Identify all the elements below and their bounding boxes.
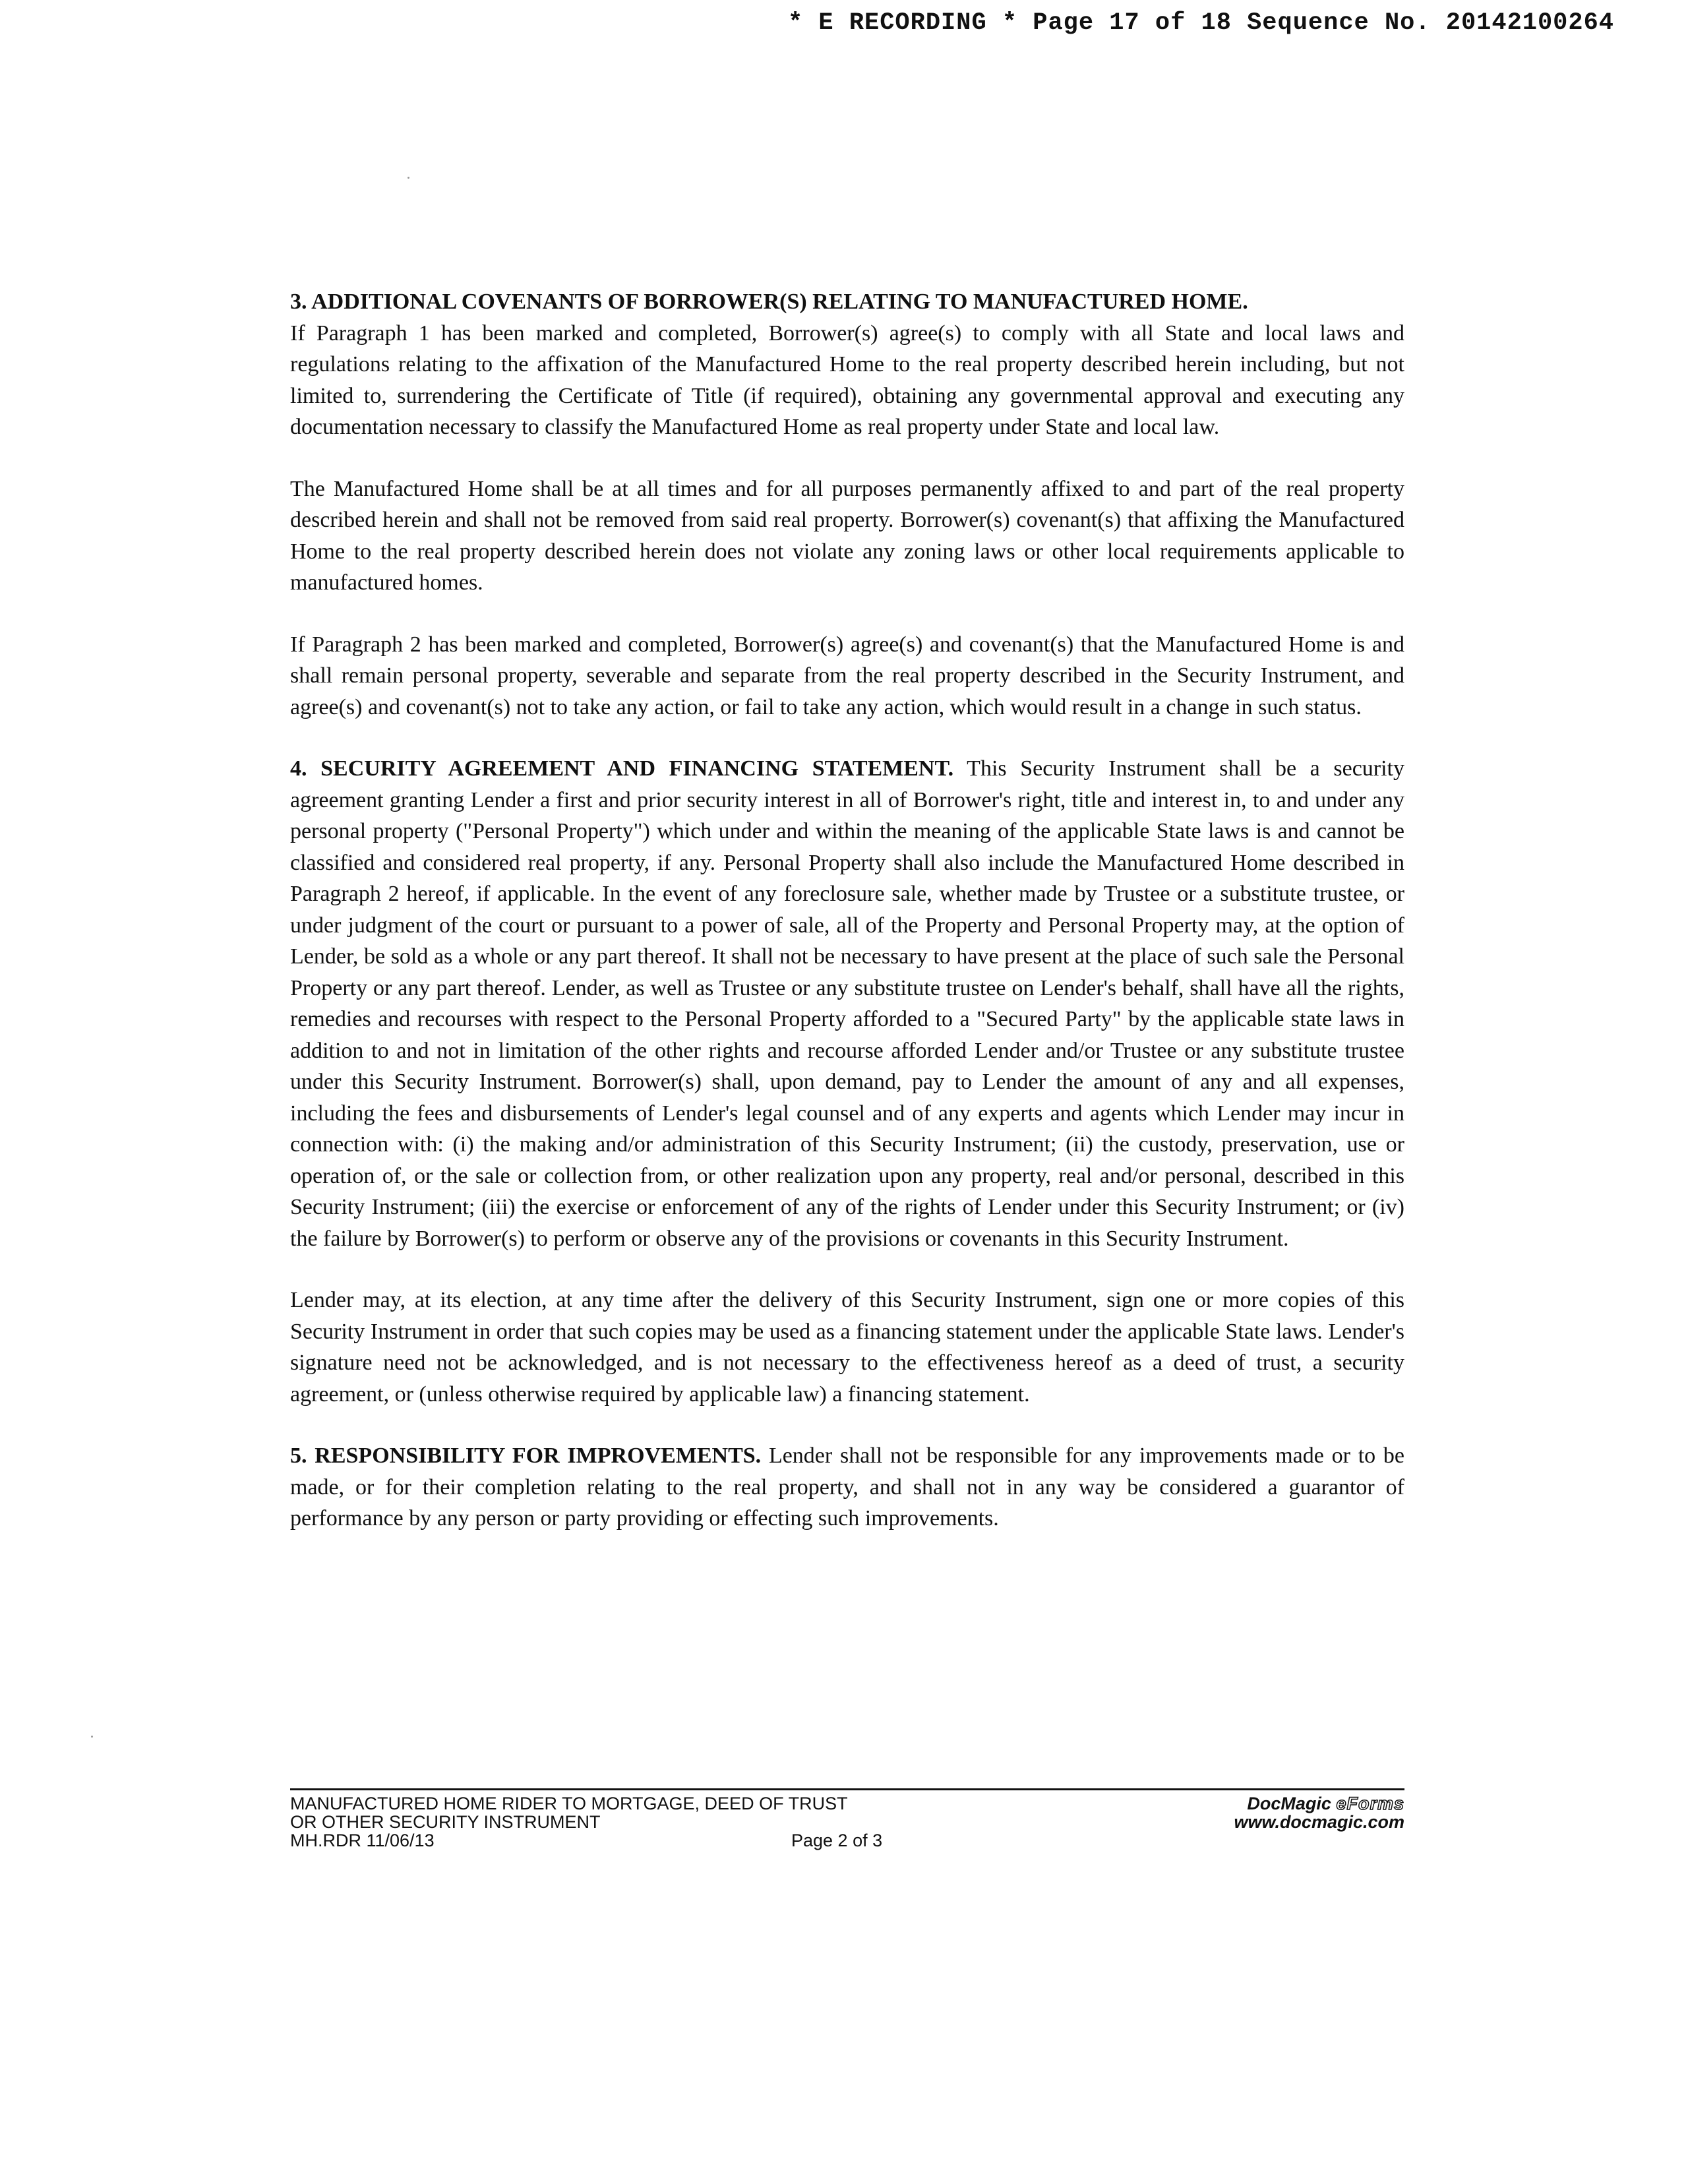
section-number: 3. — [290, 289, 307, 314]
page-number: Page 2 of 3 — [791, 1831, 883, 1850]
brand-logo — [1234, 1794, 1404, 1813]
paragraph: If Paragraph 1 has been marked and completed, Borrower(s) agree(s) to comply with all State and local laws and regulations relating to the affixation of the Manufactured Home to the real property described herein including, but not limited to, surrendering the Certificate of Title (if required), obtaining any governmental approval and executing any documentation necessary to classify the Manufactured Home as real property under State and local law. — [290, 320, 1404, 439]
paragraph: Lender may, at its election, at any time after the delivery of this Security Instrument, sign one or more copies of this Security Instrument in order that such copies may be used as a financing statement under the applicable State laws. Lender's signature need not be acknowledged, and is not necessary to the effectiveness hereof as a deed of trust, a security agreement, or (unless otherwise required by applicable law) a financing statement. — [290, 1288, 1404, 1407]
footer-form-info — [290, 1794, 1081, 1850]
section-3 — [290, 286, 1404, 723]
section-text: Lender shall not be responsible for any improvements made or to be made, or for their completion relating to the real property, and shall not in any way be considered a guarantor of performance by any person or party providing or effecting such improvements. — [290, 1443, 1405, 1531]
form-title-line-2: OR OTHER SECURITY INSTRUMENT — [290, 1812, 601, 1832]
section-5 — [290, 1440, 1404, 1534]
website-link: www.docmagic.com — [1234, 1812, 1404, 1832]
section-title: RESPONSIBILITY FOR IMPROVEMENTS. — [315, 1443, 762, 1468]
section-4-lead-paragraph — [290, 753, 1404, 1254]
brand-eforms-logo: eForms — [1336, 1794, 1404, 1813]
section-4 — [290, 753, 1404, 1410]
section-5-lead-paragraph — [290, 1440, 1404, 1534]
document-body — [290, 286, 1404, 1565]
section-title: ADDITIONAL COVENANTS OF BORROWER(S) RELATING TO MANUFACTURED HOME. — [311, 289, 1248, 314]
brand-name: DocMagic — [1247, 1794, 1331, 1813]
section-number: 4. — [290, 756, 307, 781]
paragraph: If Paragraph 2 has been marked and completed, Borrower(s) agree(s) and covenant(s) that the Manufactured Home is and shall remain personal property, severable and separate from the real property described in the Security Instrument, and agree(s) and covenant(s) not to take any action, or fail to take any action, which would result in a change in such status. — [290, 632, 1404, 719]
section-text: This Security Instrument shall be a security agreement granting Lender a first and prior security interest in all of Borrower's right, title and interest in, to and under any personal property ("Personal Property") which under and within the meaning of the applicable State laws is and cannot be classified and considered real property, if any. Personal Property shall also include the Manufactured Home described in Paragraph 2 hereof, if applicable. In the event of any foreclosure sale, whether made by Trustee or a substitute trustee, or under judgment of the court or pursuant to a power of sale, all of the Property and Personal Property may, at the option of Lender, be sold as a whole or any part thereof. It shall not be necessary to have present at the place of such sale the Personal Property or any part thereof. Lender, as well as Trustee or any substitute trustee on Lender's behalf, shall have all the rights, remedies and recourses with respect to the Personal Property afforded to a "Secured Party" by the applicable state laws in addition to and not in limitation of the other rights and recourse afforded Lender and/or Trustee or any substitute trustee under this Security Instrument. Borrower(s) shall, upon demand, pay to Lender the amount of any and all expenses, including the fees and disbursements of Lender's legal counsel and of any experts and agents which Lender may incur in connection with: (i) the making and/or administration of this Security Instrument; (ii) the custody, preservation, use or operation of, or the sale or collection from, or other realization upon any property, real and/or personal, described in this Security Instrument; (iii) the exercise or enforcement of any of the rights of Lender under this Security Instrument; or (iv) the failure by Borrower(s) to perform or observe any of the provisions or covenants in this Security Instrument. — [290, 756, 1404, 1251]
form-title-line-1: MANUFACTURED HOME RIDER TO MORTGAGE, DEED OF TRUST — [290, 1794, 848, 1813]
form-code: MH.RDR 11/06/13 — [290, 1831, 435, 1850]
footer-brand — [1234, 1794, 1404, 1831]
scan-speck — [407, 177, 409, 179]
recording-header: * E RECORDING * Page 17 of 18 Sequence No. 20142100264 — [788, 9, 1614, 37]
scan-speck — [91, 1736, 93, 1738]
paragraph: The Manufactured Home shall be at all times and for all purposes permanently affixed to and part of the real property described herein and shall not be removed from said real property. Borrower(s) covenant(s) that affixing the Manufactured Home to the real property described herein does not violate any zoning laws or other local requirements applicable to manufactured homes. — [290, 476, 1404, 595]
section-number: 5. — [290, 1443, 307, 1468]
form-footer — [290, 1788, 1404, 1850]
section-3-heading — [290, 286, 1404, 318]
section-title: SECURITY AGREEMENT AND FINANCING STATEMENT. — [320, 756, 954, 781]
